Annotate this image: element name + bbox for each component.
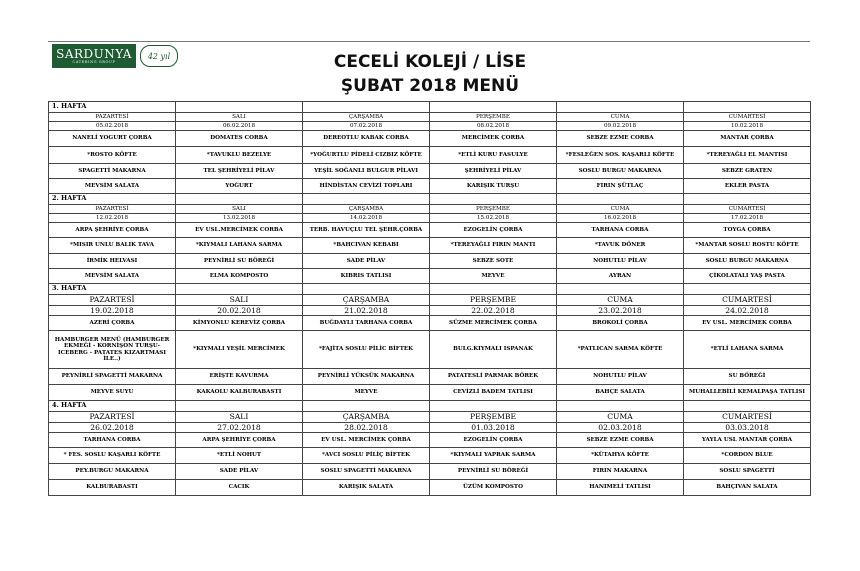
day-date: 22.02.2018 xyxy=(430,305,556,315)
day-name: SALI xyxy=(229,412,249,421)
menu-item: ŞEHRİYELİ PİLAV xyxy=(430,164,557,179)
menu-item: SOSLU SPAGETTİ MAKARNA xyxy=(303,464,430,480)
menu-row xyxy=(49,254,811,269)
page-subtitle: ŞUBAT 2018 MENÜ xyxy=(340,76,520,96)
day-date-row xyxy=(49,205,811,223)
menu-item: SADE PİLAV xyxy=(303,254,430,269)
day-date: 27.02.2018 xyxy=(176,422,302,432)
week-row xyxy=(49,194,811,205)
day-name: CUMA xyxy=(610,114,630,120)
day-cell xyxy=(684,113,811,131)
day-cell xyxy=(430,412,557,433)
empty-cell xyxy=(557,401,684,412)
menu-item: MEYVE SUYU xyxy=(49,385,176,401)
menu-item: NANELİ YOGURT ÇORBA xyxy=(49,131,176,147)
menu-item: *MISIR UNLU BALIK TAVA xyxy=(49,238,176,254)
day-name: CUMARTESİ xyxy=(728,114,766,120)
menu-item: SÜZME MERCİMEK ÇORBA xyxy=(430,316,557,331)
menu-item: *ETLİ NOHUT xyxy=(176,448,303,464)
menu-item: YEŞİL SOĞANLI BULGUR PİLAVI xyxy=(303,164,430,179)
menu-row xyxy=(49,480,811,496)
menu-item: DOMATES CORBA xyxy=(176,131,303,147)
menu-item: *KIYMALI LAHANA SARMA xyxy=(176,238,303,254)
day-date: 17.02.2018 xyxy=(684,213,810,222)
menu-item: *BAHCIVAN KEBABI xyxy=(303,238,430,254)
menu-row xyxy=(49,131,811,147)
menu-item: KİMYONLU KEREVİZ ÇORBA xyxy=(176,316,303,331)
menu-item: TOYGA ÇORBA xyxy=(684,223,811,238)
day-name: CUMARTESİ xyxy=(728,206,766,212)
menu-item: NOHUTLU PİLAV xyxy=(557,369,684,385)
week-label: 4. HAFTA xyxy=(49,401,176,412)
day-cell xyxy=(684,295,811,316)
day-cell xyxy=(430,295,557,316)
day-date: 23.02.2018 xyxy=(557,305,683,315)
menu-item: KARIŞIK TURŞU xyxy=(430,179,557,194)
empty-cell xyxy=(557,102,684,113)
day-cell xyxy=(49,205,176,223)
menu-item: EKLER PASTA xyxy=(684,179,811,194)
menu-item: *YOĞURTLU PİDELİ CIZBIZ KÖFTE xyxy=(303,147,430,164)
empty-cell xyxy=(430,194,557,205)
menu-item: TEL ŞEHRİYELİ PİLAV xyxy=(176,164,303,179)
day-name: PAZARTESİ xyxy=(89,295,135,304)
menu-item: *ETLİ LAHANA SARMA xyxy=(684,331,811,369)
menu-item: BULG.KIYMALI ISPANAK xyxy=(430,331,557,369)
day-name: SALI xyxy=(229,295,249,304)
menu-item: PATATESLİ PARMAK BÖREK xyxy=(430,369,557,385)
menu-item: BAHÇIVAN SALATA xyxy=(684,480,811,496)
day-name: CUMA xyxy=(610,206,630,212)
menu-item: *FAJİTA SOSLU PİLİC BİFTEK xyxy=(303,331,430,369)
menu-item: AYRAN xyxy=(557,269,684,284)
menu-item: EV USL.MERCİMEK CORBA xyxy=(176,223,303,238)
menu-item: MUHALLEBİLİ KEMALPAŞA TATLISI xyxy=(684,385,811,401)
day-cell xyxy=(49,113,176,131)
menu-item: *FESLEĞEN SOS. KAŞARLI KÖFTE xyxy=(557,147,684,164)
menu-row xyxy=(49,223,811,238)
empty-cell xyxy=(176,102,303,113)
empty-cell xyxy=(303,284,430,295)
day-cell xyxy=(430,205,557,223)
day-name: ÇARŞAMBA xyxy=(348,114,384,120)
empty-cell xyxy=(430,401,557,412)
menu-item: SOSLU SPAGETTİ xyxy=(684,464,811,480)
day-date: 26.02.2018 xyxy=(49,422,175,432)
menu-item: ARPA ŞEHRİYE ÇORBA xyxy=(49,223,176,238)
menu-item: SU BÖREĞİ xyxy=(684,369,811,385)
day-date: 07.02.2018 xyxy=(303,121,429,130)
week-label: 1. HAFTA xyxy=(49,102,176,113)
menu-row xyxy=(49,147,811,164)
day-name: PERŞEMBE xyxy=(469,412,516,421)
menu-item: *TAVUK DÖNER xyxy=(557,238,684,254)
menu-item: KIBRIS TATLISI xyxy=(303,269,430,284)
day-name: PAZARTESİ xyxy=(95,206,129,212)
menu-item: KALBURABASTI xyxy=(49,480,176,496)
day-cell xyxy=(303,205,430,223)
menu-item: BROKOLİ ÇORBA xyxy=(557,316,684,331)
day-cell xyxy=(176,295,303,316)
menu-item: BUĞDAYLI TARHANA CORBA xyxy=(303,316,430,331)
empty-cell xyxy=(557,194,684,205)
menu-item: FIRIN MAKARNA xyxy=(557,464,684,480)
menu-item: SOSLU BURGU MAKARNA xyxy=(684,254,811,269)
menu-item: CEVİZLİ BADEM TATLISI xyxy=(430,385,557,401)
day-date: 14.02.2018 xyxy=(303,213,429,222)
empty-cell xyxy=(684,284,811,295)
day-name: SALI xyxy=(232,114,246,120)
menu-item: EV USL. MERCİMEK CORBA xyxy=(684,316,811,331)
day-name: PAZARTESİ xyxy=(95,114,129,120)
menu-item: SOSLU BURGU MAKARNA xyxy=(557,164,684,179)
menu-item: *TEREYAĞLI EL MANTISI xyxy=(684,147,811,164)
empty-cell xyxy=(176,284,303,295)
day-name: CUMA xyxy=(607,295,633,304)
menu-row xyxy=(49,433,811,448)
menu-item: TARHANA CORBA xyxy=(557,223,684,238)
menu-item: EZOGELİN ÇORBA xyxy=(430,223,557,238)
menu-item: KAKAOLU KALBURABASTI xyxy=(176,385,303,401)
menu-body xyxy=(49,102,811,496)
day-name: ÇARŞAMBA xyxy=(342,295,390,304)
day-date: 10.02.2018 xyxy=(684,121,810,130)
menu-table xyxy=(48,101,811,496)
day-cell xyxy=(557,205,684,223)
menu-item: *KIYMALI YAPRAK SARMA xyxy=(430,448,557,464)
menu-item: AZERİ ÇORBA xyxy=(49,316,176,331)
empty-cell xyxy=(303,102,430,113)
menu-item: PEYNİRLİ SPAGETTİ MAKARNA xyxy=(49,369,176,385)
menu-item: *TAVUKLU BEZELYE xyxy=(176,147,303,164)
day-cell xyxy=(303,295,430,316)
menu-item: ÇİKOLATALI YAŞ PASTA xyxy=(684,269,811,284)
menu-item: ARPA ŞEHRİYE ÇORBA xyxy=(176,433,303,448)
menu-item: SADE PİLAV xyxy=(176,464,303,480)
day-date-row xyxy=(49,412,811,433)
menu-item: HAMBURGER MENÜ (HAMBURGER EKMEĞİ - KORNİŞON TURŞU- ICEBERG - PATATES KIZARTMASI İLE..) xyxy=(49,331,176,369)
menu-item: ELMA KOMPOSTO xyxy=(176,269,303,284)
day-name: ÇARŞAMBA xyxy=(342,412,390,421)
week-row xyxy=(49,401,811,412)
menu-row xyxy=(49,385,811,401)
day-name: SALI xyxy=(232,206,246,212)
menu-item: *AVCI SOSLU PİLİÇ BİFTEK xyxy=(303,448,430,464)
day-date: 06.02.2018 xyxy=(176,121,302,130)
menu-row xyxy=(49,269,811,284)
day-date: 21.02.2018 xyxy=(303,305,429,315)
menu-item: SPAGETTİ MAKARNA xyxy=(49,164,176,179)
menu-item: *PATLICAN SARMA KÖFTE xyxy=(557,331,684,369)
day-name: PERŞEMBE xyxy=(476,206,510,212)
menu-item: PEYNİRLİ SU BÖREĞİ xyxy=(430,464,557,480)
menu-item: DEREOTLU KABAK CORBA xyxy=(303,131,430,147)
day-date: 01.03.2018 xyxy=(430,422,556,432)
day-cell xyxy=(557,113,684,131)
week-label: 3. HAFTA xyxy=(49,284,176,295)
day-cell xyxy=(684,412,811,433)
menu-item: YOĞURT xyxy=(176,179,303,194)
day-cell xyxy=(557,295,684,316)
week-label: 2. HAFTA xyxy=(49,194,176,205)
menu-item: MERCİMEK ÇORBA xyxy=(430,131,557,147)
menu-item: MEYVE xyxy=(303,385,430,401)
week-row xyxy=(49,284,811,295)
empty-cell xyxy=(684,401,811,412)
logo-name: SARDUNYA xyxy=(56,46,132,61)
empty-cell xyxy=(684,194,811,205)
day-name: PERŞEMBE xyxy=(469,295,516,304)
day-date: 02.03.2018 xyxy=(557,422,683,432)
day-date: 05.02.2018 xyxy=(49,121,175,130)
empty-cell xyxy=(430,284,557,295)
menu-item: PEYNİRLİ YÜKSÜK MAKARNA xyxy=(303,369,430,385)
top-rule xyxy=(48,41,810,42)
empty-cell xyxy=(557,284,684,295)
menu-row xyxy=(49,164,811,179)
logo-box xyxy=(52,44,136,68)
menu-row xyxy=(49,179,811,194)
day-cell xyxy=(176,113,303,131)
menu-item: PEYNİRLİ SU BÖREĞİ xyxy=(176,254,303,269)
menu-item: *CORDON BLUE xyxy=(684,448,811,464)
menu-item: MEYVE xyxy=(430,269,557,284)
day-date: 09.02.2018 xyxy=(557,121,683,130)
empty-cell xyxy=(303,401,430,412)
menu-item: CACIK xyxy=(176,480,303,496)
menu-item: NOHUTLU PİLAV xyxy=(557,254,684,269)
empty-cell xyxy=(684,102,811,113)
menu-item: *KIYMALI YEŞİL MERCİMEK xyxy=(176,331,303,369)
day-cell xyxy=(49,412,176,433)
day-cell xyxy=(430,113,557,131)
day-date: 28.02.2018 xyxy=(303,422,429,432)
day-date: 15.02.2018 xyxy=(430,213,556,222)
menu-row xyxy=(49,238,811,254)
menu-row xyxy=(49,448,811,464)
day-date-row xyxy=(49,295,811,316)
menu-item: BAHÇE SALATA xyxy=(557,385,684,401)
day-date: 19.02.2018 xyxy=(49,305,175,315)
day-date: 16.02.2018 xyxy=(557,213,683,222)
day-cell xyxy=(176,412,303,433)
menu-item: EZOGELİN ÇORBA xyxy=(430,433,557,448)
day-name: PAZARTESİ xyxy=(89,412,135,421)
menu-item: * FES. SOSLU KAŞARLI KÖFTE xyxy=(49,448,176,464)
empty-cell xyxy=(303,194,430,205)
empty-cell xyxy=(176,401,303,412)
week-row xyxy=(49,102,811,113)
menu-row xyxy=(49,369,811,385)
day-cell xyxy=(303,412,430,433)
menu-item: HANIMELİ TATLISI xyxy=(557,480,684,496)
menu-item: TERB. HAVUÇLU TEL ŞEHR.ÇORBA xyxy=(303,223,430,238)
day-name: CUMA xyxy=(607,412,633,421)
day-cell xyxy=(49,295,176,316)
day-date: 24.02.2018 xyxy=(684,305,810,315)
menu-row xyxy=(49,316,811,331)
menu-item: YAYLA USL MANTAR ÇORBA xyxy=(684,433,811,448)
menu-item: SEBZE EZME CORBA xyxy=(557,131,684,147)
menu-item: SEBZE EZME CORBA xyxy=(557,433,684,448)
menu-item: MEVSİM SALATA xyxy=(49,179,176,194)
menu-item: TARHANA CORBA xyxy=(49,433,176,448)
logo-subtitle: CATERING GROUP xyxy=(72,59,116,64)
menu-item: KARIŞIK SALATA xyxy=(303,480,430,496)
day-name: ÇARŞAMBA xyxy=(348,206,384,212)
menu-item: EV USL. MERCİMEK ÇORBA xyxy=(303,433,430,448)
empty-cell xyxy=(430,102,557,113)
menu-item: MANTAR ÇORBA xyxy=(684,131,811,147)
menu-item: ÜZÜM KOMPOSTO xyxy=(430,480,557,496)
sardunya-logo xyxy=(52,44,179,68)
menu-item: MEVSİM SALATA xyxy=(49,269,176,284)
day-date: 08.02.2018 xyxy=(430,121,556,130)
empty-cell xyxy=(176,194,303,205)
day-cell xyxy=(684,205,811,223)
menu-item: SEBZE GRATEN xyxy=(684,164,811,179)
menu-item: *MANTAR SOSLU ROSTU KÖFTE xyxy=(684,238,811,254)
day-cell xyxy=(176,205,303,223)
day-name: PERŞEMBE xyxy=(476,114,510,120)
day-date-row xyxy=(49,113,811,131)
menu-item: FIRIN ŞÜTLAÇ xyxy=(557,179,684,194)
menu-item: SEBZE SOTE xyxy=(430,254,557,269)
menu-item: *KÜTAHYA KÖFTE xyxy=(557,448,684,464)
day-name: CUMARTESİ xyxy=(722,412,772,421)
day-cell xyxy=(303,113,430,131)
menu-item: ERİŞTE KAVURMA xyxy=(176,369,303,385)
page-title: CECELİ KOLEJİ / LİSE xyxy=(333,52,527,72)
day-name: CUMARTESİ xyxy=(722,295,772,304)
menu-row xyxy=(49,464,811,480)
day-date: 20.02.2018 xyxy=(176,305,302,315)
day-date: 03.03.2018 xyxy=(684,422,810,432)
menu-item: *ETLİ KURU FASULYE xyxy=(430,147,557,164)
menu-item: *ROSTO KÖFTE xyxy=(49,147,176,164)
menu-item: HİNDİSTAN CEVİZİ TOPLARI xyxy=(303,179,430,194)
menu-item: İRMİK HELVASI xyxy=(49,254,176,269)
menu-row xyxy=(49,331,811,369)
menu-item: *TEREYAĞLI FIRIN MANTI xyxy=(430,238,557,254)
day-date: 12.02.2018 xyxy=(49,213,175,222)
menu-item: PEY.BURGU MAKARNA xyxy=(49,464,176,480)
logo-badge: 42 yıl xyxy=(140,45,178,67)
day-date: 13.02.2018 xyxy=(176,213,302,222)
day-cell xyxy=(557,412,684,433)
